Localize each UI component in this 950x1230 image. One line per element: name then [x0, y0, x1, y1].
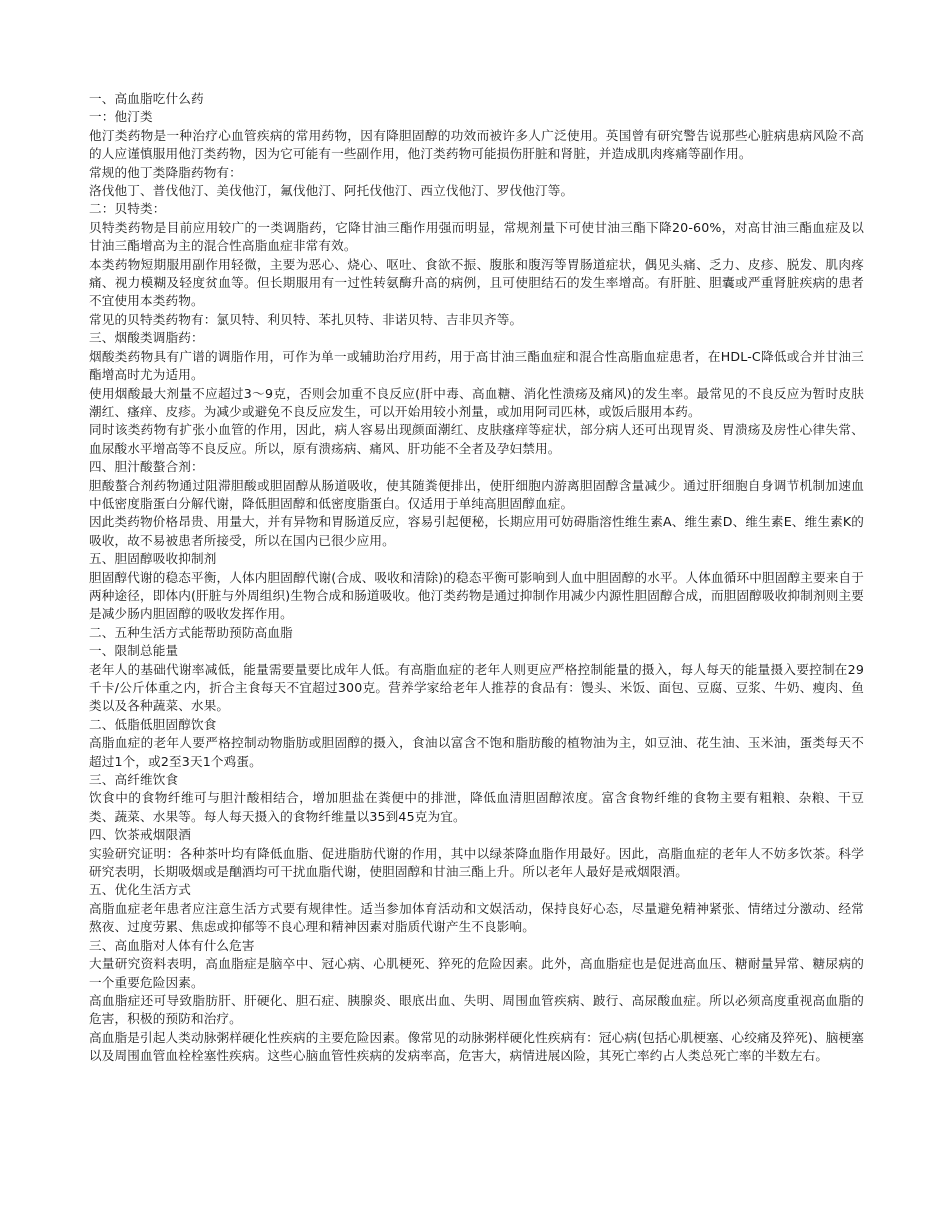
body-paragraph: 实验研究证明：各种茶叶均有降低血脂、促进脂肪代谢的作用，其中以绿茶降血脂作用最好。因此，高脂血症的老年人不妨多饮茶。科学研究表明，长期吸烟或是酗酒均可干扰血脂代谢，使胆固醇和甘油三酯上升。所以老年人最好是戒烟限酒。 [89, 845, 864, 880]
document-body [89, 90, 864, 1066]
body-paragraph: 他汀类药物是一种治疗心血管疾病的常用药物，因有降胆固醇的功效而被许多人广泛使用。英国曾有研究警告说那些心脏病患病风险不高的人应谨慎服用他汀类药物，因为它可能有一些副作用，他汀类药物可能损伤肝脏和肾脏，并造成肌肉疼痛等副作用。 [89, 127, 864, 162]
section-heading: 五、胆固醇吸收抑制剂 [89, 551, 217, 567]
section-heading: 二、低脂低胆固醇饮食 [89, 716, 217, 732]
section-heading: 四、胆汁酸螯合剂： [89, 459, 204, 475]
body-paragraph: 烟酸类药物具有广谱的调脂作用，可作为单一或辅助治疗用药，用于高甘油三酯血症和混合性高脂血症患者，在HDL-C降低或合并甘油三酯增高时尤为适用。 [89, 348, 864, 383]
section-heading: 四、饮茶戒烟限酒 [89, 827, 191, 843]
body-paragraph: 贝特类药物是目前应用较广的一类调脂药，它降甘油三酯作用强而明显，常规剂量下可使甘油三酯下降20-60%，对高甘油三酯血症及以甘油三酯增高为主的混合性高脂血症非常有效。 [89, 219, 864, 254]
body-paragraph: 常规的他丁类降脂药物有： [89, 164, 242, 180]
section-heading: 一、高血脂吃什么药 [89, 91, 204, 106]
section-heading: 一：他汀类 [89, 109, 153, 125]
body-paragraph: 高脂血症老年患者应注意生活方式要有规律性。适当参加体育活动和文娱活动，保持良好心态，尽量避免精神紧张、情绪过分激动、经常熬夜、过度劳累、焦虑或抑郁等不良心理和精神因素对脂质代谢产生不良影响。 [89, 900, 864, 935]
section-heading: 五、优化生活方式 [89, 882, 191, 898]
body-paragraph: 老年人的基础代谢率减低，能量需要量要比成年人低。有高脂血症的老年人则更应严格控制能量的摄入，每人每天的能量摄入要控制在29千卡/公斤体重之内，折合主食每天不宜超过300克。营养学家给老年人推荐的食品有：馒头、米饭、面包、豆腐、豆浆、牛奶、瘦肉、鱼类以及各种蔬菜、水果。 [89, 661, 864, 714]
body-paragraph: 胆酸螯合剂药物通过阻滞胆酸或胆固醇从肠道吸收，使其随粪便排出，使肝细胞内游离胆固醇含量减少。通过肝细胞自身调节机制加速血中低密度脂蛋白分解代谢，降低胆固醇和低密度脂蛋白。仅适用于单纯高胆固醇血症。 [89, 477, 864, 511]
section-heading: 二：贝特类： [89, 201, 166, 217]
body-paragraph: 高脂血症的老年人要严格控制动物脂肪或胆固醇的摄入，食油以富含不饱和脂肪酸的植物油为主，如豆油、花生油、玉米油，蛋类每天不超过1个，或2至3天1个鸡蛋。 [89, 735, 864, 769]
body-paragraph: 饮食中的食物纤维可与胆汁酸相结合，增加胆盐在粪便中的排泄，降低血清胆固醇浓度。富含食物纤维的食物主要有粗粮、杂粮、干豆类、蔬菜、水果等。每人每天摄入的食物纤维量以35到45克为宜。 [89, 790, 864, 824]
body-paragraph: 高血脂症还可导致脂肪肝、肝硬化、胆石症、胰腺炎、眼底出血、失明、周围血管疾病、跛行、高尿酸血症。所以必须高度重视高血脂的危害，积极的预防和治疗。 [89, 992, 864, 1027]
body-paragraph: 常见的贝特类药物有：氯贝特、利贝特、苯扎贝特、非诺贝特、吉非贝齐等。 [89, 311, 523, 327]
body-paragraph: 大量研究资料表明，高血脂症是脑卒中、冠心病、心肌梗死、猝死的危险因素。此外，高血脂症也是促进高血压、糖耐量异常、糖尿病的一个重要危险因素。 [89, 956, 864, 990]
body-paragraph: 洛伐他丁、普伐他汀、美伐他汀，氟伐他汀、阿托伐他汀、西立伐他汀、罗伐他汀等。 [89, 183, 574, 199]
section-heading: 三、烟酸类调脂药： [89, 330, 204, 346]
body-paragraph: 使用烟酸最大剂量不应超过3～9克，否则会加重不良反应(肝中毒、高血糖、消化性溃疡及痛风)的发生率。最常见的不良反应为暂时皮肤潮红、瘙痒、皮疹。为减少或避免不良反应发生，可以开始用较小剂量，或加用阿司匹林，或饭后服用本药。 [89, 385, 864, 419]
body-paragraph: 高血脂是引起人类动脉粥样硬化性疾病的主要危险因素。像常见的动脉粥样硬化性疾病有：冠心病(包括心肌梗塞、心绞痛及猝死)、脑梗塞以及周围血管血栓栓塞性疾病。这些心脑血管性疾病的发病率高，危害大，病情进展凶险，其死亡率约占人类总死亡率的半数左右。 [89, 1029, 864, 1064]
body-paragraph: 本类药物短期服用副作用轻微，主要为恶心、烧心、呕吐、食欲不振、腹胀和腹泻等胃肠道症状，偶见头痛、乏力、皮疹、脱发、肌肉疼痛、视力模糊及轻度贫血等。但长期服用有一过性转氨酶升高的病例，且可使胆结石的发生率增高。有肝脏、胆囊或严重肾脏疾病的患者不宜使用本类药物。 [89, 256, 864, 309]
section-heading: 二、五种生活方式能帮助预防高血脂 [89, 624, 293, 640]
section-heading: 三、高血脂对人体有什么危害 [89, 937, 255, 953]
body-paragraph: 因此类药物价格昂贵、用量大，并有异物和胃肠道反应，容易引起便秘，长期应用可妨碍脂溶性维生素A、维生素D、维生素E、维生素K的吸收，故不易被患者所接受，所以在国内已很少应用。 [89, 514, 864, 548]
body-paragraph: 胆固醇代谢的稳态平衡，人体内胆固醇代谢(合成、吸收和清除)的稳态平衡可影响到人血中胆固醇的水平。人体血循环中胆固醇主要来自于两种途径，即体内(肝脏与外周组织)生物合成和肠道吸收。他汀类药物是通过抑制作用减少内源性胆固醇合成，而胆固醇吸收抑制剂则主要是减少肠内胆固醇的吸收发挥作用。 [89, 569, 864, 622]
body-paragraph: 同时该类药物有扩张小血管的作用，因此，病人容易出现颜面潮红、皮肤瘙痒等症状，部分病人还可出现胃炎、胃溃疡及房性心律失常、血尿酸水平增高等不良反应。所以，原有溃疡病、痛风、肝功能不全者及孕妇禁用。 [89, 422, 864, 456]
section-heading: 三、高纤维饮食 [89, 772, 179, 788]
section-heading: 一、限制总能量 [89, 643, 179, 659]
